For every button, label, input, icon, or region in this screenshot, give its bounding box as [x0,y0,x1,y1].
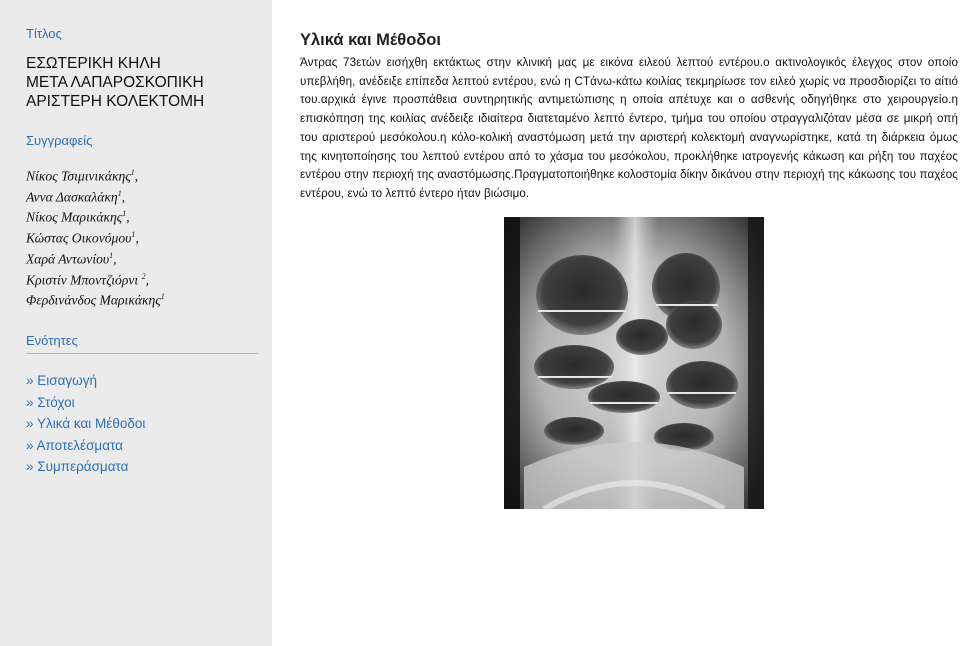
abdominal-xray-figure [504,217,764,509]
main-content [300,30,960,204]
authors-section-label: Συγγραφείς [26,133,93,148]
section-body: Άντρας 73ετών εισήχθη εκτάκτως στην κλινική μας με εικόνα ειλεού λεπτού εντέρου.ο ακτινολογικός έλεγχος στον οποίο υπεβλήθη, ανέδειξε επίπεδα λεπτού εντέρου, ενώ η CTάνω-κάτω κοιλίας τεκμηρίωσε τον ειλεό χωρίς να προσδιορίζει το αίτιό του.αρχικά έγινε προσπάθεια συντηρητικής αντιμετώπισης η οποία απέτυχε και ο ασθενής οδηγήθηκε στο χειρουργείο.η επισκόπηση της κοιλίας ανέδειξε ιδιαίτερα διατεταμένο λεπτό έντερο, τμήμα του οποίου στραγγαλιζόταν μέσα σε μικρή οπή του αριστερού μεσόκολου.η κόλο-κολική αναστόμωση μετά την αριστερή κολεκτομή αναγνωρίστηκε, κατά τη διάρκεια όμως της κινητοποίησης του λεπτού εντέρου από το χάσμα του μεσόκολου, προκλήθηκε ιατρογενής κάκωση και ρήξη του παχέος εντέρου στην περιοχή της αναστόμωσης.Πραγματοποιήθηκε κολοστομία δίκην δικάνου στην περιοχή της κάκωσης του παχέος εντέρου, ενώ το λεπτό έντερο ήταν βιώσιμο. [300,56,958,200]
xray-image [504,217,764,509]
nav-link-results[interactable]: » Αποτελέσματα [26,437,123,453]
sections-nav [26,370,258,478]
author: Νίκος Τσιμινικάκης$^1$, [26,168,139,184]
article-title-line: ΑΡΙΣΤΕΡΗ ΚΟΛΕΚΤΟΜΗ [26,93,205,110]
article-title [26,54,258,111]
author: Νίκος Μαρικάκης$^1$, [26,209,130,225]
author: Κώστας Οικονόμου$^1$, [26,230,139,246]
sidebar [0,0,272,646]
title-section-label: Τίτλος [26,26,62,41]
article-title-line: ΕΣΩΤΕΡΙΚΗ ΚΗΛΗ [26,55,161,72]
author: Φερδινάνδος Μαρικάκης$^1$ [26,292,165,308]
authors-list [26,164,258,309]
nav-link-conclusions[interactable]: » Συμπεράσματα [26,459,129,475]
article-title-line: ΜΕΤΑ ΛΑΠΑΡΟΣΚΟΠΙΚΗ [26,74,204,91]
nav-link-introduction[interactable]: » Εισαγωγή [26,373,97,389]
sidebar-content [26,26,258,494]
author: Κριστίν Μποντζιόρνι $^2$, [26,271,149,288]
sections-label: Ενότητες [26,333,258,354]
nav-link-aims[interactable]: » Στόχοι [26,394,75,410]
author: Χαρά Αντωνίου$^1$, [26,250,117,267]
author: Αννα Δασκαλάκη$^1$, [26,188,126,205]
section-heading: Υλικά και Μέθοδοι [300,31,441,49]
nav-link-materials-methods[interactable]: » Υλικά και Μέθοδοι [26,416,146,432]
